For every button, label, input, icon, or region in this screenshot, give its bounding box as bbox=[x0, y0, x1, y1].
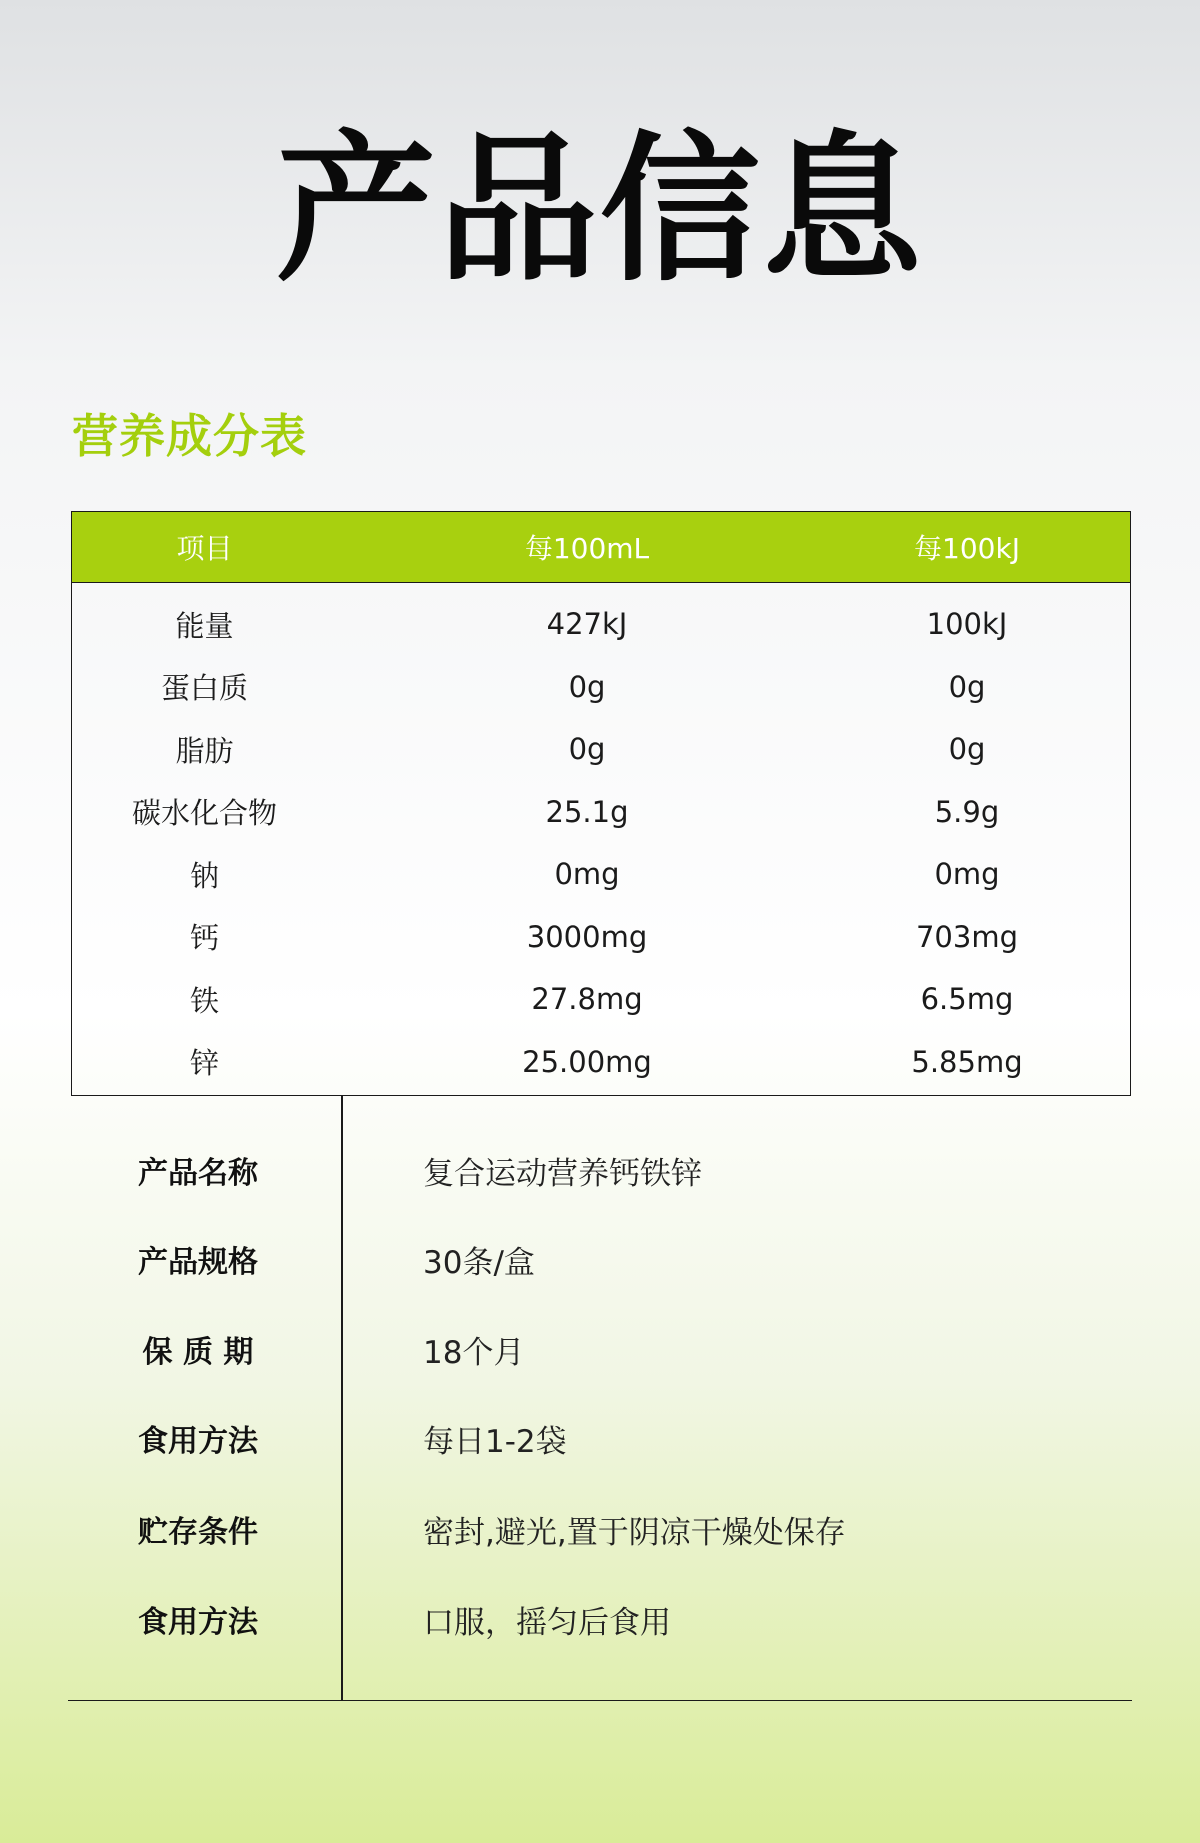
info-label: 产品规格 bbox=[138, 1245, 258, 1280]
value-per-100ml: 27.8mg bbox=[531, 982, 643, 1017]
value-per-100ml: 0g bbox=[568, 732, 606, 767]
value-per-100kj: 5.9g bbox=[934, 794, 1000, 829]
value-per-100kj: 100kJ bbox=[926, 607, 1008, 642]
info-value: 每日1-2袋 bbox=[423, 1423, 567, 1460]
product-info-table bbox=[68, 1096, 1132, 1701]
value-per-100kj: 0g bbox=[948, 732, 986, 767]
nutrient-name: 铁 bbox=[189, 983, 219, 1018]
value-per-100ml: 0g bbox=[568, 669, 606, 704]
table-row bbox=[72, 593, 1130, 656]
info-row-shelf-life bbox=[68, 1319, 1132, 1379]
value-per-100kj: 0mg bbox=[934, 857, 1000, 892]
table-row bbox=[72, 843, 1130, 906]
info-value: 复合运动营养钙铁锌 bbox=[423, 1155, 702, 1192]
value-per-100ml: 25.1g bbox=[545, 794, 629, 829]
header-item: 项目 bbox=[176, 532, 233, 565]
info-value: 18个月 bbox=[423, 1334, 525, 1371]
table-row bbox=[72, 968, 1130, 1031]
nutrient-name: 能量 bbox=[175, 608, 234, 643]
info-label: 保 质 期 bbox=[142, 1335, 254, 1370]
nutrition-table bbox=[71, 511, 1131, 1096]
page-title: 产品信息 bbox=[275, 116, 924, 303]
section-title-nutrition: 营养成分表 bbox=[72, 409, 307, 463]
value-per-100kj: 5.85mg bbox=[911, 1044, 1023, 1079]
value-per-100kj: 6.5mg bbox=[920, 982, 1014, 1017]
info-row-method bbox=[68, 1589, 1132, 1649]
nutrient-name: 脂肪 bbox=[175, 733, 234, 768]
nutrient-name: 锌 bbox=[189, 1046, 219, 1081]
value-per-100ml: 0mg bbox=[554, 857, 620, 892]
info-label: 食用方法 bbox=[138, 1424, 258, 1459]
table-row bbox=[72, 718, 1130, 781]
info-value: 30条/盒 bbox=[423, 1244, 535, 1281]
info-value: 密封,避光,置于阴凉干燥处保存 bbox=[423, 1514, 846, 1551]
value-per-100kj: 703mg bbox=[915, 919, 1018, 954]
value-per-100kj: 0g bbox=[948, 669, 986, 704]
table-row bbox=[72, 1031, 1130, 1094]
nutrient-name: 钙 bbox=[189, 921, 219, 956]
table-row bbox=[72, 656, 1130, 719]
table-row bbox=[72, 781, 1130, 844]
info-row-name bbox=[68, 1140, 1132, 1200]
info-label: 贮存条件 bbox=[138, 1515, 258, 1550]
header-per-100kj: 每100kJ bbox=[914, 532, 1020, 565]
nutrient-name: 蛋白质 bbox=[160, 671, 248, 706]
info-value: 口服，摇匀后食用 bbox=[423, 1604, 671, 1641]
nutrient-name: 碳水化合物 bbox=[131, 796, 277, 831]
info-row-storage bbox=[68, 1499, 1132, 1559]
value-per-100ml: 427kJ bbox=[546, 607, 628, 642]
nutrition-table-header bbox=[72, 512, 1130, 583]
info-row-usage bbox=[68, 1408, 1132, 1468]
nutrient-name: 钠 bbox=[189, 858, 219, 893]
header-per-100ml: 每100mL bbox=[524, 532, 650, 565]
info-row-spec bbox=[68, 1229, 1132, 1289]
value-per-100ml: 25.00mg bbox=[522, 1044, 652, 1079]
value-per-100ml: 3000mg bbox=[526, 919, 648, 954]
table-row bbox=[72, 906, 1130, 969]
info-label: 产品名称 bbox=[138, 1156, 258, 1191]
info-label: 食用方法 bbox=[138, 1605, 258, 1640]
nutrition-table-body bbox=[72, 583, 1130, 1093]
